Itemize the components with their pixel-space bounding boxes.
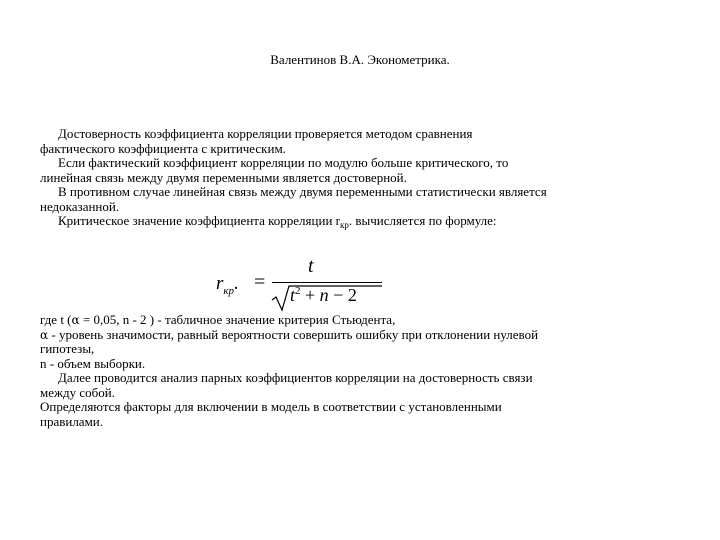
alpha-symbol: α xyxy=(40,327,49,342)
paragraph-line xyxy=(40,342,670,357)
text-line: фактического коэффициента с критическим. xyxy=(40,140,286,156)
paragraph-line xyxy=(40,371,670,386)
intro-text xyxy=(40,127,670,233)
paragraph-line xyxy=(40,200,670,215)
text-line: В противном случае линейная связь между двумя переменными статистически является xyxy=(58,184,547,199)
paragraph-line xyxy=(40,357,670,372)
paragraph-line xyxy=(40,142,670,157)
text-line: гипотезы, xyxy=(40,341,95,356)
text-line: где t ( xyxy=(40,312,72,327)
text-line: Определяются факторы для включении в модель в соответствии с установленными xyxy=(40,399,502,414)
subscript: кр xyxy=(339,220,349,230)
formula-lhs: $r_{кр}$. xyxy=(216,273,239,297)
paragraph-line xyxy=(40,156,670,171)
paragraph-line xyxy=(40,400,670,415)
formula-numerator: t xyxy=(308,255,314,277)
text-line: Критическое значение коэффициента корреляции r xyxy=(58,213,340,228)
text-line: - уровень значимости, равный вероятности совершить ошибку при отклонении нулевой xyxy=(48,326,539,342)
critical-correlation-formula xyxy=(212,255,382,313)
text-line: . вычисляется по формуле: xyxy=(348,213,497,228)
formula-denominator: $t^2 + n - 2$ xyxy=(290,285,357,305)
paragraph-line xyxy=(40,415,670,430)
text-line: = 0,05, n - 2 ) - табличное значение критерия Стьюдента, xyxy=(79,312,396,327)
text-line: правилами. xyxy=(40,413,104,429)
formula-equals: = xyxy=(254,271,266,293)
paragraph-line xyxy=(40,185,670,200)
paragraph-line xyxy=(40,386,670,401)
explanation-text xyxy=(40,313,670,429)
page-title: Валентинов В.А. Эконометрика. xyxy=(270,52,450,67)
text-line: недоказанной. xyxy=(40,198,120,214)
alpha-symbol: α xyxy=(71,313,80,327)
paragraph-line xyxy=(40,171,670,186)
paragraph-line xyxy=(40,313,670,328)
text-line: Далее проводится анализ парных коэффициентов корреляции на достоверность связи xyxy=(58,370,533,385)
text-line: Если фактический коэффициент корреляции по модулю больше критического, то xyxy=(58,155,509,170)
fraction-bar xyxy=(272,282,382,283)
text-line: n - объем выборки. xyxy=(40,355,146,371)
text-line: между собой. xyxy=(40,384,115,400)
text-line: Достоверность коэффициента корреляции проверяется методом сравнения xyxy=(58,126,473,141)
paragraph-line xyxy=(40,214,670,233)
paragraph-line xyxy=(40,127,670,142)
paragraph-line xyxy=(40,328,670,343)
text-line: линейная связь между двумя переменными является достоверной. xyxy=(40,169,407,185)
